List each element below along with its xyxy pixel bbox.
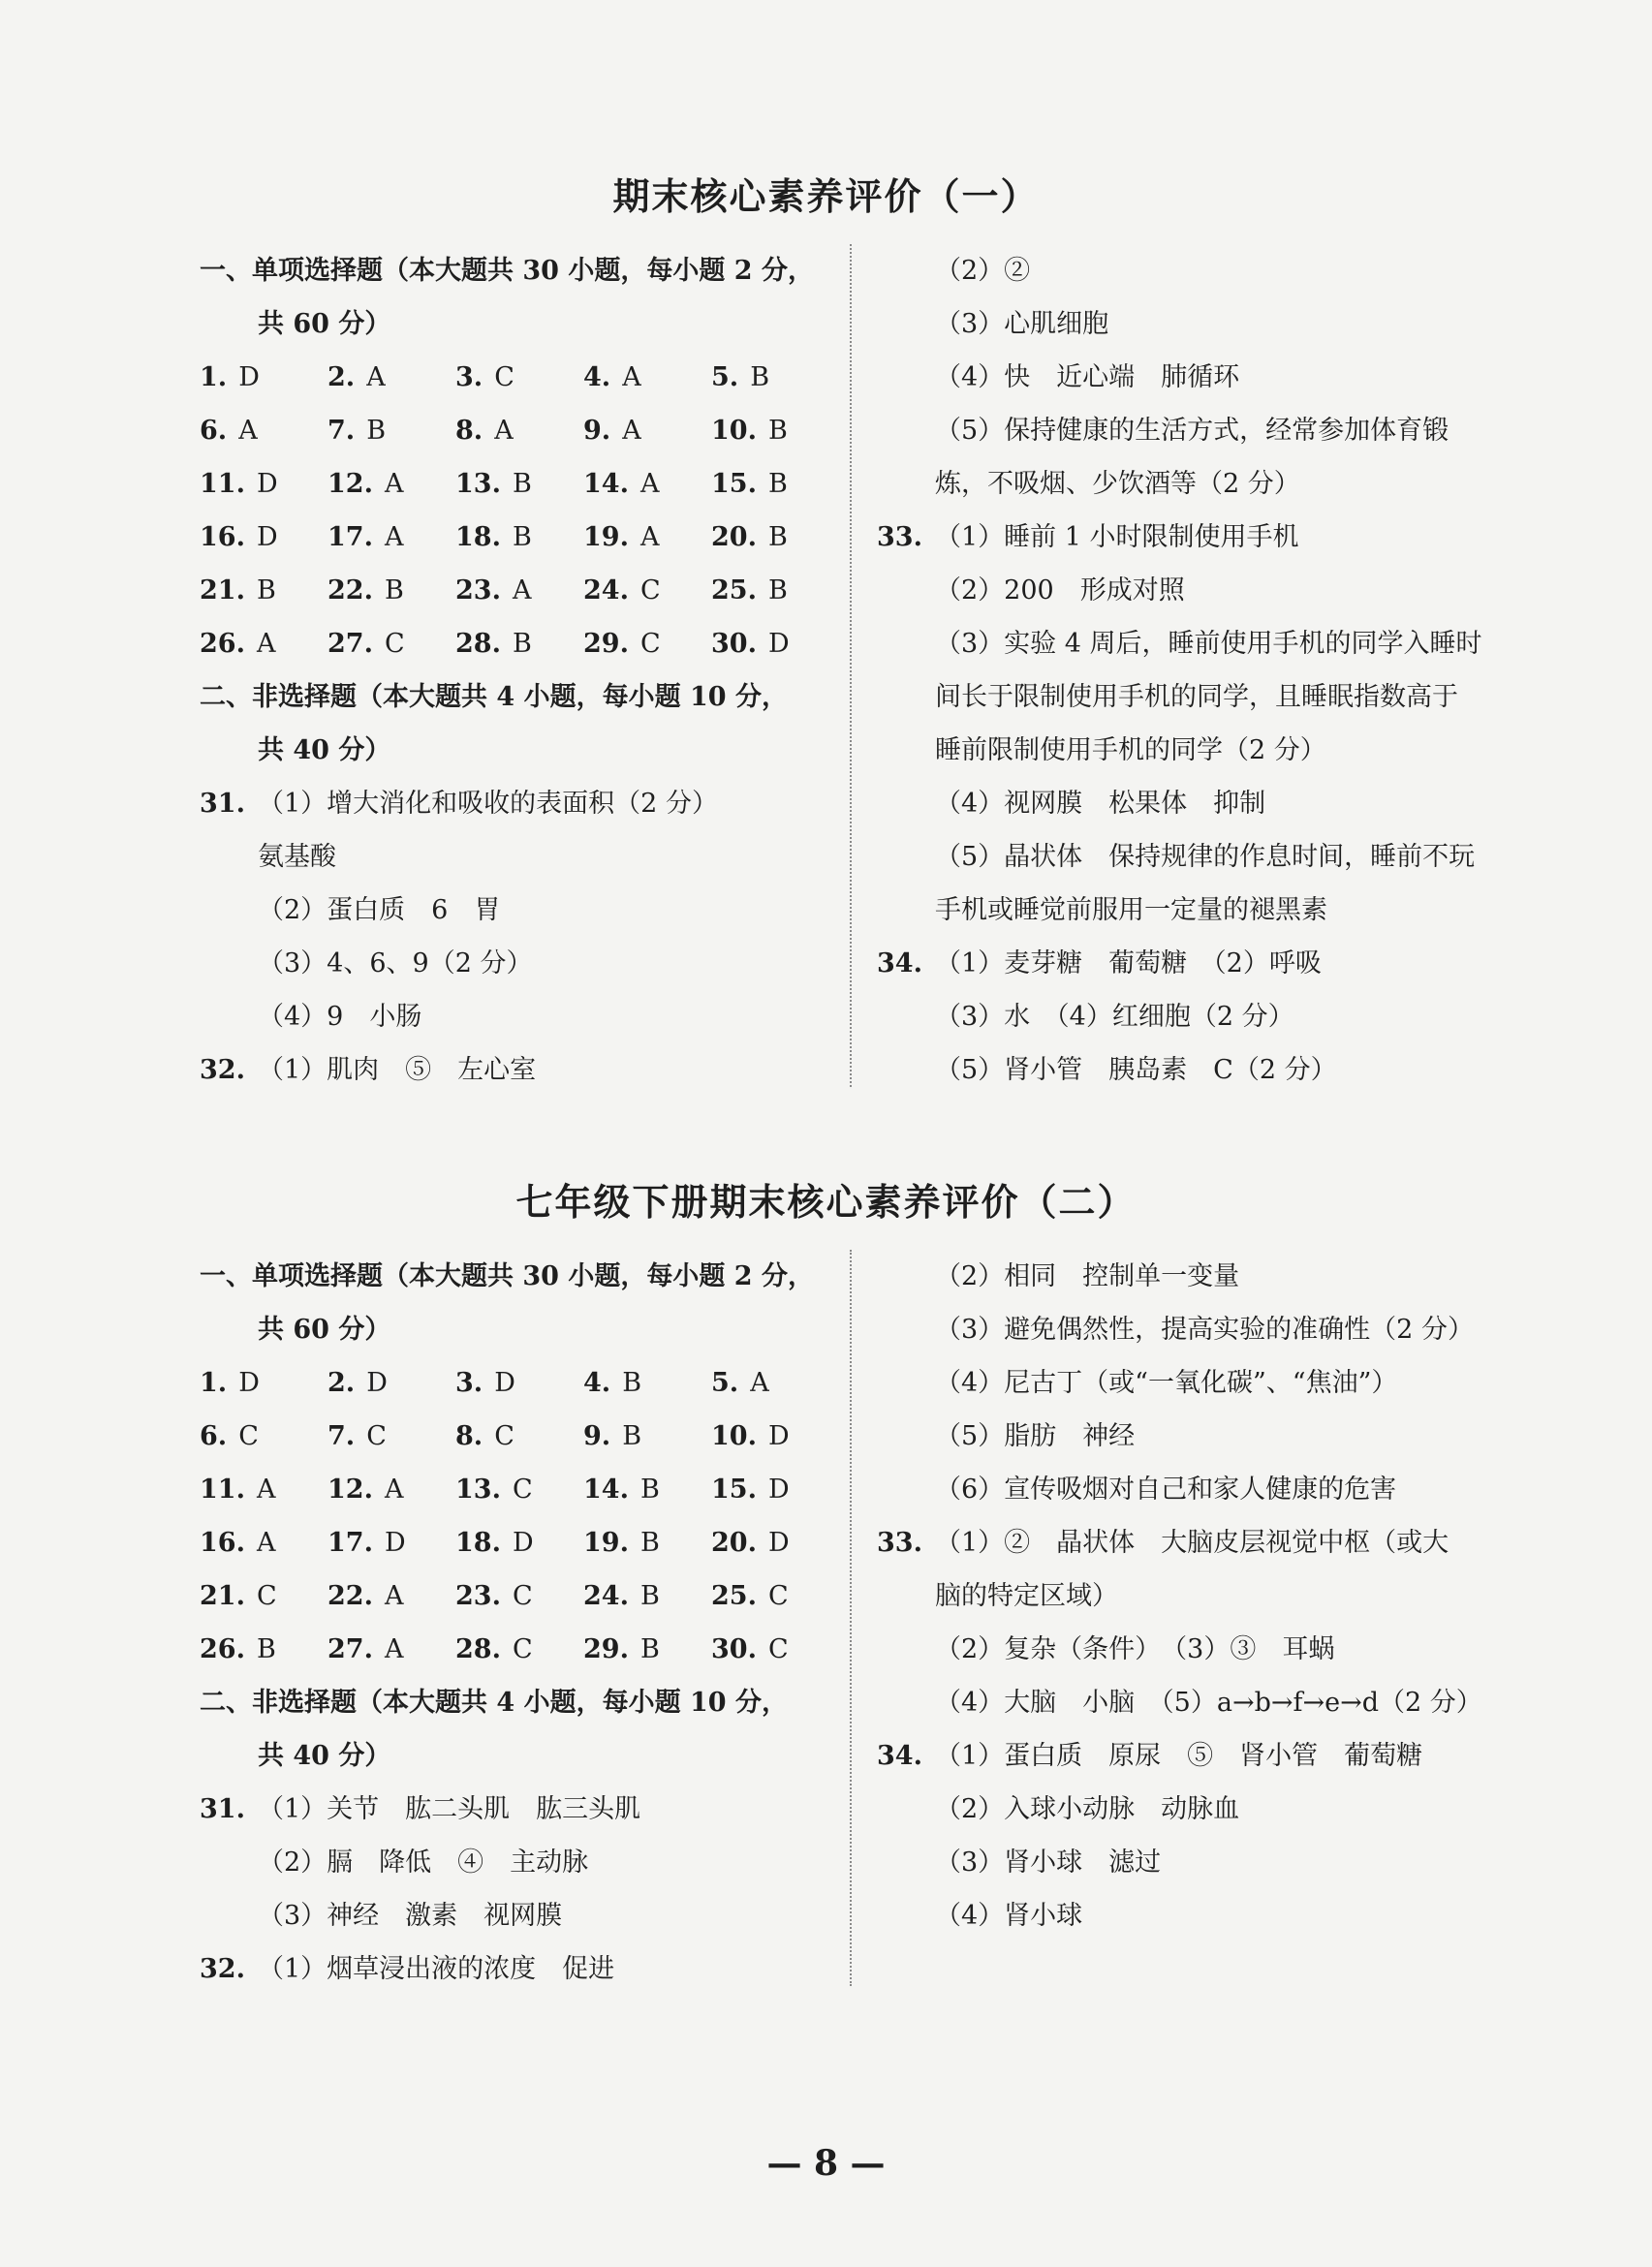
- answer-choice: A: [256, 1475, 276, 1505]
- question-number: 21.: [200, 575, 245, 606]
- answer-line: [877, 1836, 1497, 1889]
- answer-cell: [711, 1410, 839, 1463]
- answer-cell: [455, 351, 583, 404]
- question-number: 23.: [455, 1581, 501, 1611]
- question-number: 7.: [327, 416, 356, 446]
- question-number: 3.: [455, 1368, 483, 1398]
- answer-text: （3）实验 4 周后，睡前使用手机的同学入睡时: [935, 629, 1482, 659]
- answer-choice: A: [256, 629, 276, 659]
- answer-choice: C: [767, 1581, 789, 1611]
- answer-cell: [327, 511, 455, 564]
- answer-choice: A: [366, 362, 386, 392]
- question-number: 16.: [200, 1528, 245, 1558]
- answer-line: [877, 884, 1497, 937]
- answer-line: [877, 564, 1497, 617]
- answer-cell: [455, 511, 583, 564]
- answer-line: [877, 351, 1497, 404]
- question-number: 31.: [200, 1794, 245, 1824]
- answer-line: [877, 1463, 1497, 1516]
- answer-line: [877, 1250, 1497, 1303]
- answer-choice: B: [366, 416, 387, 446]
- section2-right-column: [877, 1250, 1497, 1942]
- answer-cell: [327, 1356, 455, 1410]
- question-number: 16.: [200, 522, 245, 552]
- question-number: 19.: [583, 522, 629, 552]
- question-number: 5.: [711, 362, 739, 392]
- answer-choice: D: [384, 1528, 406, 1558]
- question-number: 30.: [711, 1634, 757, 1664]
- answer-line: [200, 990, 839, 1043]
- answer-cell: [200, 351, 327, 404]
- answer-text: （1）② 晶状体 大脑皮层视觉中枢（或大: [935, 1528, 1449, 1558]
- answer-cell: [711, 511, 839, 564]
- answer-text: 氨基酸: [258, 842, 336, 872]
- question-number: 29.: [583, 1634, 629, 1664]
- answer-text: （1）增大消化和吸收的表面积（2 分）: [258, 789, 718, 819]
- answer-choice: B: [256, 575, 276, 606]
- answer-line: [877, 1729, 1497, 1783]
- section1-right-column: [877, 244, 1497, 1097]
- question-number: 10.: [711, 416, 757, 446]
- answer-line: [877, 777, 1497, 830]
- answer-choice: D: [512, 1528, 534, 1558]
- answer-choice: A: [384, 522, 404, 552]
- answer-cell: [711, 1623, 839, 1676]
- answer-text: （2）蛋白质 6 胃: [258, 895, 501, 925]
- section1-title: 期末核心素养评价（一）: [612, 174, 1040, 218]
- answer-line: [200, 1942, 839, 1996]
- answer-line: [877, 1303, 1497, 1356]
- answer-line: [877, 1676, 1497, 1729]
- question-number: 5.: [711, 1368, 739, 1398]
- answer-choice: D: [767, 1475, 790, 1505]
- answer-row: [200, 511, 839, 564]
- answer-line: [200, 1783, 839, 1836]
- answer-line: [200, 937, 839, 990]
- answer-line: [877, 830, 1497, 884]
- answer-choice: B: [767, 469, 788, 499]
- answer-cell: [583, 1356, 711, 1410]
- answer-text: 手机或睡觉前服用一定量的褪黑素: [935, 895, 1327, 925]
- answer-text: （1）肌肉 ⑤ 左心室: [258, 1055, 537, 1085]
- question-number: 10.: [711, 1421, 757, 1451]
- answer-choice: B: [512, 522, 532, 552]
- question-number: 23.: [455, 575, 501, 606]
- answer-text: （3）神经 激素 视网膜: [258, 1901, 563, 1931]
- part2-heading: 二、非选择题（本大题共 4 小题，每小题 10 分，: [200, 1688, 788, 1718]
- answer-choice: B: [384, 575, 404, 606]
- answer-cell: [711, 1356, 839, 1410]
- question-number: 26.: [200, 629, 245, 659]
- answer-cell: [455, 1463, 583, 1516]
- question-number: 6.: [200, 416, 228, 446]
- answer-choice: C: [494, 362, 514, 392]
- question-number: 12.: [327, 1475, 373, 1505]
- answer-choice: A: [494, 416, 514, 446]
- answer-text: （4）大脑 小脑 （5）a→b→f→e→d（2 分）: [935, 1688, 1482, 1718]
- answer-choice: C: [238, 1421, 259, 1451]
- answer-choice: A: [238, 416, 258, 446]
- answer-cell: [711, 1463, 839, 1516]
- answer-text: （2）入球小动脉 动脉血: [935, 1794, 1240, 1824]
- question-number: 14.: [583, 1475, 629, 1505]
- answer-line: [200, 777, 839, 830]
- question-number: 9.: [583, 416, 611, 446]
- answer-line: [877, 297, 1497, 351]
- answer-choice: C: [512, 1581, 533, 1611]
- question-number: 19.: [583, 1528, 629, 1558]
- answer-text: （4）9 小肠: [258, 1002, 422, 1032]
- answer-text: （5）肾小管 胰岛素 C（2 分）: [935, 1055, 1337, 1085]
- question-number: 33.: [877, 522, 922, 552]
- answer-choice: D: [767, 1528, 790, 1558]
- question-number: 30.: [711, 629, 757, 659]
- answer-choice: B: [750, 362, 770, 392]
- question-number: 14.: [583, 469, 629, 499]
- part1-heading-continued: 共 60 分）: [258, 1315, 391, 1345]
- answer-cell: [327, 617, 455, 670]
- answer-choice: D: [366, 1368, 388, 1398]
- answer-choice: A: [622, 416, 641, 446]
- answer-choice: C: [512, 1634, 533, 1664]
- answer-text: （1）烟草浸出液的浓度 促进: [258, 1954, 615, 1984]
- answer-cell: [583, 1569, 711, 1623]
- answer-cell: [711, 404, 839, 457]
- answer-cell: [711, 1516, 839, 1569]
- question-number: 26.: [200, 1634, 245, 1664]
- answer-cell: [455, 457, 583, 511]
- answer-choice: D: [494, 1368, 515, 1398]
- question-number: 4.: [583, 362, 611, 392]
- answer-line: [877, 1516, 1497, 1569]
- answer-cell: [711, 351, 839, 404]
- question-number: 6.: [200, 1421, 228, 1451]
- answer-row: [200, 1463, 839, 1516]
- answer-line: [877, 1889, 1497, 1942]
- answer-text: （5）晶状体 保持规律的作息时间，睡前不玩: [935, 842, 1476, 872]
- answer-cell: [327, 1569, 455, 1623]
- answer-cell: [455, 617, 583, 670]
- answer-cell: [200, 1410, 327, 1463]
- answer-line: [877, 1783, 1497, 1836]
- column-divider: [850, 244, 852, 1087]
- answer-cell: [327, 1410, 455, 1463]
- question-number: 18.: [455, 522, 501, 552]
- answer-choice: B: [767, 575, 788, 606]
- answer-choice: C: [639, 629, 661, 659]
- answer-cell: [200, 564, 327, 617]
- answer-line: [877, 1623, 1497, 1676]
- answer-cell: [711, 457, 839, 511]
- answer-cell: [583, 617, 711, 670]
- answer-cell: [455, 1569, 583, 1623]
- question-number: 27.: [327, 629, 373, 659]
- answer-text: （3）心肌细胞: [935, 309, 1109, 339]
- answer-text: （4）尼古丁（或“一氧化碳”、“焦油”）: [935, 1368, 1398, 1398]
- question-number: 34.: [877, 948, 922, 978]
- question-number: 33.: [877, 1528, 922, 1558]
- answer-choice: B: [622, 1368, 642, 1398]
- answer-cell: [327, 404, 455, 457]
- question-number: 17.: [327, 1528, 373, 1558]
- answer-choice: A: [750, 1368, 769, 1398]
- question-number: 13.: [455, 469, 501, 499]
- part1-heading-continued: 共 60 分）: [258, 309, 391, 339]
- answer-cell: [583, 1623, 711, 1676]
- answer-cell: [711, 617, 839, 670]
- answer-choice: B: [639, 1475, 660, 1505]
- answer-text: （3）避免偶然性，提高实验的准确性（2 分）: [935, 1315, 1474, 1345]
- answer-choice: A: [384, 1475, 404, 1505]
- answer-choice: C: [639, 575, 661, 606]
- question-number: 7.: [327, 1421, 356, 1451]
- answer-cell: [200, 457, 327, 511]
- answer-text: （5）保持健康的生活方式，经常参加体育锻: [935, 416, 1449, 446]
- answer-line: [200, 1043, 839, 1097]
- answer-choice: A: [639, 522, 660, 552]
- answer-row: [200, 351, 839, 404]
- question-number: 17.: [327, 522, 373, 552]
- part2-heading: 二、非选择题（本大题共 4 小题，每小题 10 分，: [200, 682, 788, 712]
- answer-text: （2）②: [935, 256, 1031, 286]
- answer-row: [200, 1410, 839, 1463]
- question-number: 1.: [200, 362, 228, 392]
- answer-cell: [327, 564, 455, 617]
- answer-line: [877, 457, 1497, 511]
- answer-text: （4）快 近心端 肺循环: [935, 362, 1240, 392]
- answer-choice: C: [384, 629, 405, 659]
- answer-choice: B: [767, 416, 788, 446]
- question-number: 8.: [455, 1421, 483, 1451]
- answer-choice: B: [512, 629, 532, 659]
- answer-text: （6）宣传吸烟对自己和家人健康的危害: [935, 1475, 1397, 1505]
- answer-cell: [583, 404, 711, 457]
- answer-line: [877, 617, 1497, 670]
- answer-choice: A: [384, 1634, 404, 1664]
- answer-cell: [711, 564, 839, 617]
- question-number: 2.: [327, 1368, 356, 1398]
- answer-line: [200, 830, 839, 884]
- answer-choice: D: [238, 362, 260, 392]
- answer-cell: [200, 1569, 327, 1623]
- answer-choice: B: [256, 1634, 276, 1664]
- answer-row: [200, 617, 839, 670]
- answer-line: [877, 511, 1497, 564]
- answer-cell: [455, 1516, 583, 1569]
- question-number: 12.: [327, 469, 373, 499]
- answer-choice: A: [639, 469, 660, 499]
- question-number: 29.: [583, 629, 629, 659]
- answer-choice: B: [639, 1634, 660, 1664]
- question-number: 18.: [455, 1528, 501, 1558]
- answer-choice: B: [639, 1528, 660, 1558]
- answer-line: [877, 1043, 1497, 1097]
- answer-cell: [200, 511, 327, 564]
- answer-text: （2）复杂（条件） （3）③ 耳蜗: [935, 1634, 1335, 1664]
- answer-line: [877, 1410, 1497, 1463]
- answer-cell: [200, 1356, 327, 1410]
- answer-text: （4）视网膜 松果体 抑制: [935, 789, 1266, 819]
- answer-choice: A: [384, 1581, 404, 1611]
- answer-line: [877, 724, 1497, 777]
- answer-line: [877, 244, 1497, 297]
- answer-choice: C: [256, 1581, 277, 1611]
- answer-cell: [327, 351, 455, 404]
- section1-left-column: [200, 244, 839, 1097]
- answer-choice: D: [256, 522, 278, 552]
- answer-cell: [200, 1623, 327, 1676]
- answer-cell: [327, 457, 455, 511]
- answer-cell: [327, 1463, 455, 1516]
- answer-choice: D: [256, 469, 278, 499]
- question-number: 24.: [583, 1581, 629, 1611]
- answer-text: （1）睡前 1 小时限制使用手机: [935, 522, 1299, 552]
- answer-text: （3）水 （4）红细胞（2 分）: [935, 1002, 1294, 1032]
- answer-cell: [200, 1516, 327, 1569]
- section2-left-column: [200, 1250, 839, 1996]
- answer-row: [200, 404, 839, 457]
- answer-text: 间长于限制使用手机的同学，且睡眠指数高于: [935, 682, 1458, 712]
- question-number: 34.: [877, 1741, 922, 1771]
- answer-cell: [583, 1463, 711, 1516]
- question-number: 15.: [711, 1475, 757, 1505]
- answer-line: [200, 1889, 839, 1942]
- answer-cell: [583, 457, 711, 511]
- answer-row: [200, 1516, 839, 1569]
- answer-text: （3）4、6、9（2 分）: [258, 948, 533, 978]
- question-number: 15.: [711, 469, 757, 499]
- answer-cell: [327, 1623, 455, 1676]
- answer-choice: B: [639, 1581, 660, 1611]
- part2-heading-continued: 共 40 分）: [258, 1741, 391, 1771]
- question-number: 31.: [200, 789, 245, 819]
- answer-choice: C: [366, 1421, 387, 1451]
- answer-text: 脑的特定区域）: [935, 1581, 1118, 1611]
- answer-cell: [455, 1356, 583, 1410]
- question-number: 28.: [455, 629, 501, 659]
- question-number: 25.: [711, 575, 757, 606]
- question-number: 20.: [711, 522, 757, 552]
- part1-heading: 一、单项选择题（本大题共 30 小题，每小题 2 分，: [200, 256, 814, 286]
- question-number: 9.: [583, 1421, 611, 1451]
- answer-line: [877, 937, 1497, 990]
- answer-line: [877, 404, 1497, 457]
- answer-text: （2）200 形成对照: [935, 575, 1185, 606]
- answer-choice: B: [622, 1421, 642, 1451]
- answer-row: [200, 457, 839, 511]
- answer-row: [200, 1623, 839, 1676]
- answer-line: [877, 1569, 1497, 1623]
- answer-text: （3）肾小球 滤过: [935, 1848, 1162, 1878]
- part2-heading-continued: 共 40 分）: [258, 735, 391, 765]
- answer-line: [877, 1356, 1497, 1410]
- answer-cell: [455, 404, 583, 457]
- answer-row: [200, 1569, 839, 1623]
- question-number: 3.: [455, 362, 483, 392]
- section2-title: 七年级下册期末核心素养评价（二）: [515, 1180, 1137, 1224]
- page-number: — 8 —: [766, 2143, 886, 2184]
- answer-cell: [711, 1569, 839, 1623]
- answer-cell: [200, 617, 327, 670]
- answer-choice: C: [512, 1475, 533, 1505]
- answer-text: 炼，不吸烟、少饮酒等（2 分）: [935, 469, 1300, 499]
- answer-text: （1）蛋白质 原尿 ⑤ 肾小管 葡萄糖: [935, 1741, 1423, 1771]
- answer-choice: B: [767, 522, 788, 552]
- column-divider: [850, 1250, 852, 1986]
- question-number: 32.: [200, 1954, 245, 1984]
- answer-line: [877, 990, 1497, 1043]
- question-number: 24.: [583, 575, 629, 606]
- answer-choice: A: [622, 362, 641, 392]
- answer-text: （4）肾小球: [935, 1901, 1083, 1931]
- answer-choice: A: [384, 469, 404, 499]
- question-number: 22.: [327, 1581, 373, 1611]
- question-number: 28.: [455, 1634, 501, 1664]
- answer-cell: [455, 564, 583, 617]
- answer-cell: [200, 1463, 327, 1516]
- answer-text: （1）麦芽糖 葡萄糖 （2）呼吸: [935, 948, 1322, 978]
- answer-line: [200, 1836, 839, 1889]
- answer-row: [200, 1356, 839, 1410]
- answer-cell: [583, 1516, 711, 1569]
- answer-line: [200, 884, 839, 937]
- part1-heading: 一、单项选择题（本大题共 30 小题，每小题 2 分，: [200, 1261, 814, 1291]
- question-number: 4.: [583, 1368, 611, 1398]
- answer-cell: [583, 564, 711, 617]
- answer-cell: [327, 1516, 455, 1569]
- answer-text: （2）相同 控制单一变量: [935, 1261, 1240, 1291]
- question-number: 21.: [200, 1581, 245, 1611]
- answer-cell: [455, 1623, 583, 1676]
- question-number: 11.: [200, 1475, 245, 1505]
- answer-choice: D: [767, 1421, 790, 1451]
- answer-choice: D: [238, 1368, 260, 1398]
- answer-text: （2）膈 降低 ④ 主动脉: [258, 1848, 589, 1878]
- answer-cell: [200, 404, 327, 457]
- question-number: 8.: [455, 416, 483, 446]
- answer-cell: [583, 511, 711, 564]
- question-number: 11.: [200, 469, 245, 499]
- answer-choice: A: [256, 1528, 276, 1558]
- answer-text: （5）脂肪 神经: [935, 1421, 1136, 1451]
- answer-cell: [583, 351, 711, 404]
- answer-choice: B: [512, 469, 532, 499]
- answer-line: [877, 670, 1497, 724]
- answer-cell: [455, 1410, 583, 1463]
- answer-choice: D: [767, 629, 790, 659]
- question-number: 13.: [455, 1475, 501, 1505]
- question-number: 27.: [327, 1634, 373, 1664]
- question-number: 20.: [711, 1528, 757, 1558]
- answer-text: 睡前限制使用手机的同学（2 分）: [935, 735, 1326, 765]
- answer-text: （1）关节 肱二头肌 肱三头肌: [258, 1794, 641, 1824]
- answer-row: [200, 564, 839, 617]
- answer-choice: A: [512, 575, 532, 606]
- question-number: 25.: [711, 1581, 757, 1611]
- answer-choice: C: [494, 1421, 514, 1451]
- question-number: 32.: [200, 1055, 245, 1085]
- question-number: 22.: [327, 575, 373, 606]
- question-number: 2.: [327, 362, 356, 392]
- question-number: 1.: [200, 1368, 228, 1398]
- answer-cell: [583, 1410, 711, 1463]
- answer-choice: C: [767, 1634, 789, 1664]
